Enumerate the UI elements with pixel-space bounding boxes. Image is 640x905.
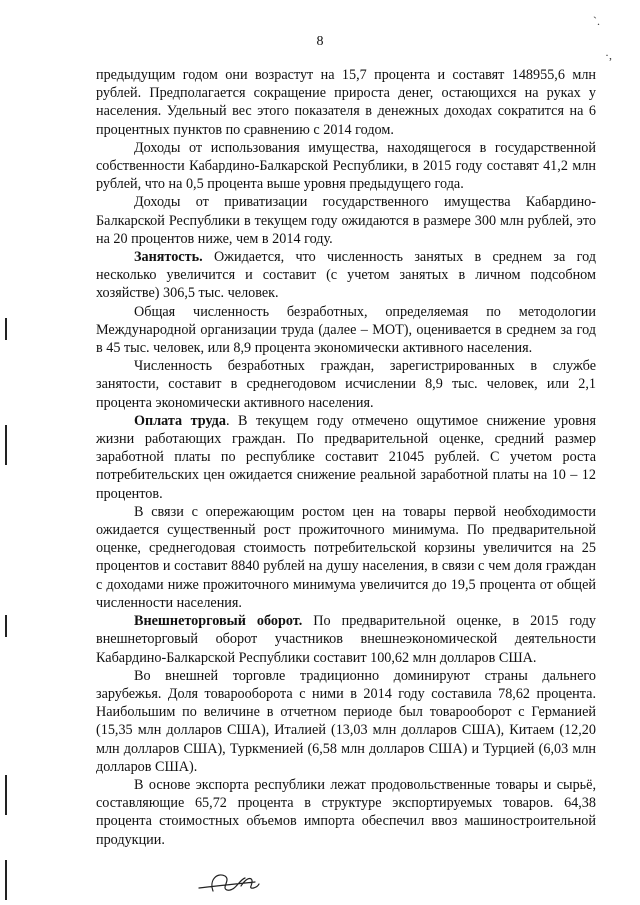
- section-heading: Оплата труда: [134, 412, 226, 429]
- paragraph-foreign-trade: Внешнеторговый оборот. По предварительной оценке, в 2015 году внешнеторговый оборот участников внешнеэкономической деятельности Кабардино-Балкарской Республики составит 100,62 млн долларов США.: [96, 613, 597, 666]
- document-body: [96, 66, 596, 849]
- paragraph: Доходы от приватизации государственного имущества Кабардино-Балкарской Республики в текущем году ожидаются в размере 300 млн рублей, это на 20 процентов ниже, чем в 2014 году.: [96, 194, 596, 247]
- section-heading: Занятость.: [134, 249, 203, 266]
- page-number: 8: [316, 34, 324, 49]
- scan-edge-mark: [5, 860, 7, 900]
- paragraph: предыдущим годом они возрастут на 15,7 процента и составят 148955,6 млн рублей. Предполагается сокращение прироста денег, остающихся на руках у населения. Удельный вес этого показателя в денежных доходах сократится на 6 процентных пунктов по сравнению с 2014 годом.: [96, 67, 596, 138]
- paragraph: Общая численность безработных, определяемая по методологии Международной организации труда (далее – МОТ), оценивается в среднем за год в 45 тыс. человек, или 8,9 процента экономически активного населения.: [96, 303, 596, 357]
- scan-edge-mark: [5, 615, 7, 637]
- paragraph: Численность безработных граждан, зарегистрированных в службе занятости, составит в среднегодовом исчислении 8,9 тыс. человек, или 2,1 процента экономически активного населения.: [96, 358, 596, 411]
- scan-edge-mark: [5, 425, 7, 465]
- paragraph-wages: Оплата труда. В текущем году отмечено ощутимое снижение уровня жизни работающих граждан. По предварительной оценке, средний размер заработной платы по республике составит 21045 рублей. С учетом роста потребительских цен ожидается снижение реальной заработной платы на 10 – 12 процентов.: [96, 412, 596, 502]
- scan-edge-mark: [5, 775, 7, 815]
- paragraph: Во внешней торговле традиционно доминируют страны дальнего зарубежья. Доля товарооборота с ними в 2014 году составила 78,62 процента. Наибольшим по величине в отчетном периоде был товарооборот с Германией (15,35 млн долларов США), Италией (13,03 млн долларов США), Китаем (12,20 млн долларов США), Туркменией (6,58 млн долларов США) и Турцией (6,03 млн долларов США).: [96, 667, 596, 775]
- paragraph-employment: Занятость. Ожидается, что численность занятых в среднем за год несколько увеличится и составит (с учетом занятых в личном подсобном хозяйстве) 306,5 тыс. человек.: [96, 249, 596, 302]
- section-heading: Внешнеторговый оборот.: [134, 613, 303, 630]
- scan-mark: ·,: [605, 48, 612, 62]
- scan-mark: ˋ.: [593, 14, 600, 28]
- paragraph: В связи с опережающим ростом цен на товары первой необходимости ожидается существенный рост прожиточного минимума. По предварительной оценке, среднегодовая стоимость потребительской корзины увеличится на 25 процентов и составит 8840 рублей на душу населения, в связи с чем доля граждан с доходами ниже прожиточного минимума увеличится до 19,5 процента от общей численности населения.: [96, 503, 596, 611]
- scan-edge-mark: [5, 318, 7, 340]
- paragraph: Доходы от использования имущества, находящегося в государственной собственности Кабардино-Балкарской Республики, в 2015 году составят 41,2 млн рублей, что на 0,5 процента выше уровня предыдущего года.: [96, 139, 596, 193]
- handwritten-signature: [195, 858, 275, 898]
- paragraph: В основе экспорта республики лежат продовольственные товары и сырьё, составляющие 65,72 процента в структуре экспортируемых товаров. 64,38 процента стоимостных объемов импорта обеспечил ввоз машиностроительной продукции.: [96, 776, 596, 848]
